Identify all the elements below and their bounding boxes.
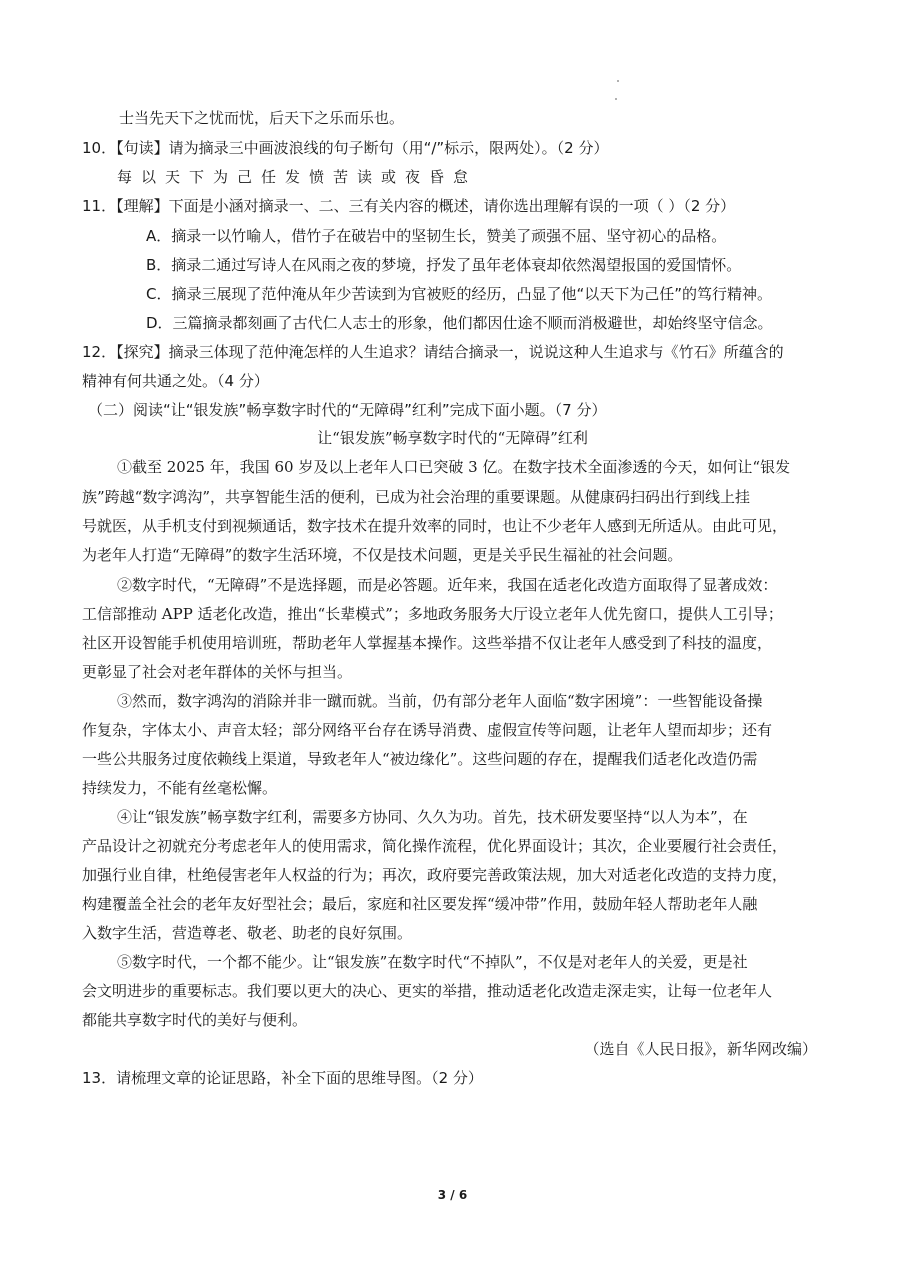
paragraph-4: 加强行业自律，杜绝侵害老年人权益的行为；再次，政府要完善政策法规，加大对适老化改造的支持力度， [82, 866, 788, 884]
question-10-text: 每以天下为己任发愤苦读或夜昏怠 [117, 168, 478, 186]
scan-dot [617, 80, 619, 82]
option-a: A．摘录一以竹喻人，借竹子在破岩中的坚韧生长，赞美了顽强不屈、坚守初心的品格。 [146, 227, 727, 245]
page-number: 3 / 6 [437, 1188, 468, 1202]
quote-line: 士当先天下之忧而忧，后天下之乐而乐也。 [119, 109, 405, 127]
option-b: B．摘录二通过写诗人在风雨之夜的梦境，抒发了虽年老体衰却依然渴望报国的爱国情怀。 [146, 256, 742, 274]
paragraph-3: 一些公共服务过度依赖线上渠道，导致老年人“被边缘化”。这些问题的存在，提醒我们适老化改造仍需 [82, 750, 758, 768]
paragraph-4: 构建覆盖全社会的老年友好型社会；最后，家庭和社区要发挥“缓冲带”作用，鼓励年轻人帮助老年人融 [82, 895, 758, 913]
paragraph-4: ④让“银发族”畅享数字红利，需要多方协同、久久为功。首先，技术研发要坚持“以人为本”，在 [117, 808, 748, 826]
paragraph-3: 持续发力，不能有丝毫松懈。 [82, 779, 278, 797]
paragraph-2: 社区开设智能手机使用培训班，帮助老年人掌握基本操作。这些举措不仅让老年人感受到了科技的温度， [82, 634, 773, 652]
paragraph-1: 为老年人打造“无障碍”的数字生活环境，不仅是技术问题，更是关乎民生福祉的社会问题。 [82, 546, 683, 564]
paragraph-1: 号就医，从手机支付到视频通话，数字技术在提升效率的同时，也让不少老年人感到无所适从。由此可见， [82, 517, 788, 535]
question-13: 13．请梳理文章的论证思路，补全下面的思维导图。（2 分） [82, 1069, 483, 1087]
paragraph-3: 作复杂，字体太小、声音太轻；部分网络平台存在诱导消费、虚假宣传等问题，让老年人望而却步；还有 [82, 721, 773, 739]
question-11: 11．【理解】下面是小涵对摘录一、二、三有关内容的概述，请你选出理解有误的一项（ ）（2 分） [82, 197, 736, 215]
question-12-line2: 精神有何共通之处。（4 分） [82, 372, 269, 390]
paragraph-4: 产品设计之初就充分考虑老年人的使用需求，简化操作流程，优化界面设计；其次，企业要履行社会责任， [82, 837, 788, 855]
article-source: （选自《人民日报》，新华网改编） [584, 1040, 817, 1058]
option-d: D．三篇摘录都刻画了古代仁人志士的形象，他们都因仕途不顺而消极避世，却始终坚守信念。 [146, 314, 773, 332]
paragraph-2: 工信部推动 APP 适老化改造，推出“长辈模式”；多地政务服务大厅设立老年人优先窗口，提供人工引导； [82, 605, 783, 623]
paragraph-5: 会文明进步的重要标志。我们要以更大的决心、更实的举措，推动适老化改造走深走实，让每一位老年人 [82, 982, 773, 1000]
section-2-heading: （二）阅读“让“银发族”畅享数字时代的“无障碍”红利”完成下面小题。（7 分） [88, 401, 607, 419]
scan-dot [615, 98, 617, 100]
paragraph-1: 族”跨越“数字鸿沟”，共享智能生活的便利，已成为社会治理的重要课题。从健康码扫码出行到线上挂 [82, 488, 751, 506]
article-title: 让“银发族”畅享数字时代的“无障碍”红利 [317, 429, 588, 447]
paragraph-3: ③然而，数字鸿沟的消除并非一蹴而就。当前，仍有部分老年人面临“数字困境”：一些智能设备操 [117, 692, 763, 710]
option-c: C．摘录三展现了范仲淹从年少苦读到为官被贬的经历，凸显了他“以天下为己任”的笃行精神。 [146, 285, 773, 303]
paragraph-2: 更彰显了社会对老年群体的关怀与担当。 [82, 663, 353, 681]
paragraph-1: ①截至 2025 年，我国 60 岁及以上老年人口已突破 3 亿。在数字技术全面渗透的今天，如何让“银发 [117, 458, 791, 476]
paragraph-2: ②数字时代，“无障碍”不是选择题，而是必答题。近年来，我国在适老化改造方面取得了显著成效： [117, 576, 778, 594]
question-12-line1: 12．【探究】摘录三体现了范仲淹怎样的人生追求？请结合摘录一，说说这种人生追求与《竹石》所蕴含的 [82, 343, 784, 361]
paragraph-5: 都能共享数字时代的美好与便利。 [82, 1011, 308, 1029]
paragraph-4: 入数字生活，营造尊老、敬老、助老的良好氛围。 [82, 924, 413, 942]
question-10: 10．【句读】请为摘录三中画波浪线的句子断句（用“/”标示，限两处）。（2 分） [82, 139, 609, 157]
paragraph-5: ⑤数字时代，一个都不能少。让“银发族”在数字时代“不掉队”，不仅是对老年人的关爱，更是社 [117, 953, 748, 971]
